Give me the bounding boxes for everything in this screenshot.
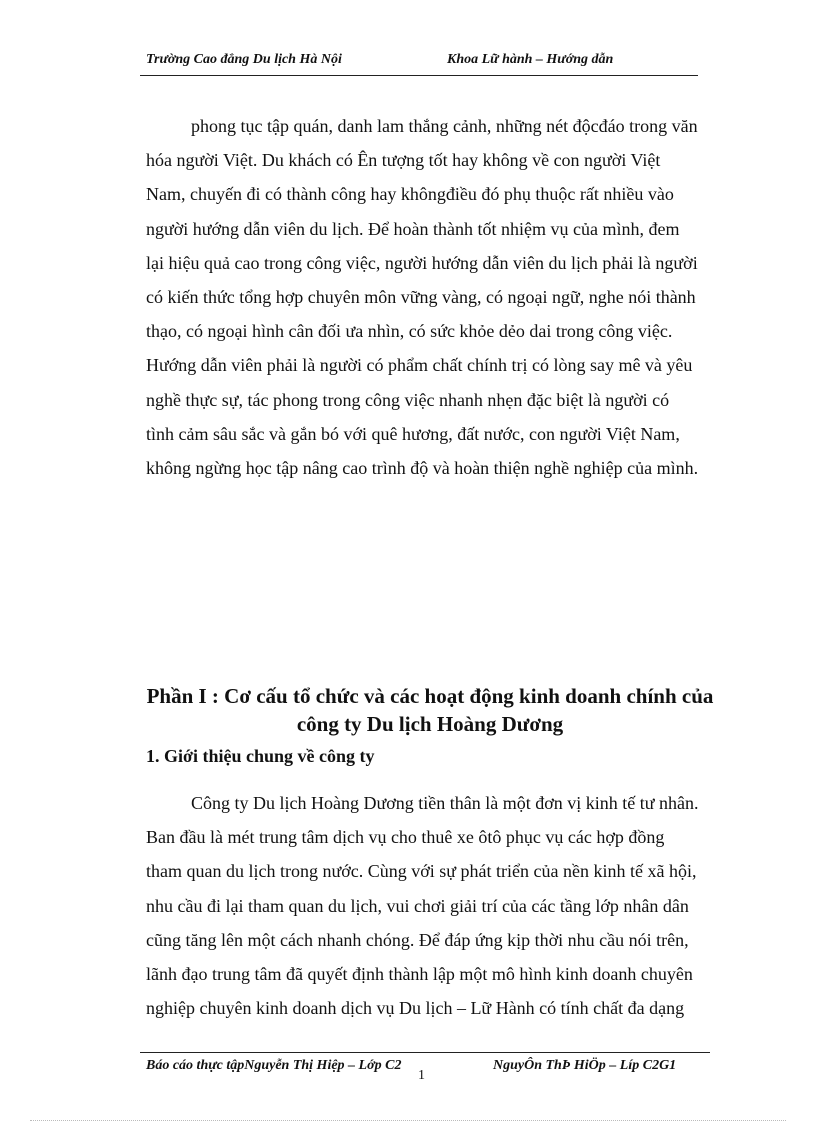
paragraph-line: người hướng dẫn viên du lịch. Để hoàn thành tốt nhiệm vụ của mình, đem [146, 218, 680, 239]
paragraph-line: nhu cầu đi lại tham quan du lịch, vui chơi giải trí của các tầng lớp nhân dân [146, 895, 689, 916]
paragraph-line: hóa người Việt. Du khách có Ên tượng tốt hay không về con người Việt [146, 150, 661, 171]
part-title-line-2: công ty Du lịch Hoàng Dương [296, 712, 564, 736]
body-paragraph-1 [146, 109, 721, 485]
paragraph-line: Hướng dẫn viên phải là người có phẩm chất chính trị có lòng say mê và yêu [146, 355, 693, 376]
part-title-line-1: Phần I : Cơ cấu tổ chức và các hoạt động kinh doanh chính của [146, 684, 714, 708]
page-number: 1 [418, 1068, 425, 1083]
body-paragraph-2 [146, 786, 721, 1025]
paragraph-line: không ngừng học tập nâng cao trình độ và hoàn thiện nghề nghiệp của mình. [146, 458, 699, 479]
paragraph-line: cũng tăng lên một cách nhanh chóng. Để đáp ứng kịp thời nhu cầu nói trên, [146, 929, 689, 950]
paragraph-line: lãnh đạo trung tâm đã quyết định thành lập một mô hình kinh doanh chuyên [146, 964, 693, 985]
paragraph-line: lại hiệu quả cao trong công việc, người hướng dẫn viên du lịch phải là người [146, 252, 698, 273]
paragraph-line: nghiệp chuyên kinh doanh dịch vụ Du lịch – Lữ Hành có tính chất đa dạng [146, 998, 685, 1019]
paragraph-line: tham quan du lịch trong nước. Cùng với sự phát triển của nền kinh tế xã hội, [146, 861, 697, 882]
paragraph-line: Công ty Du lịch Hoàng Dương tiền thân là một đơn vị kinh tế tư nhân. [191, 793, 699, 813]
header-school-name: Trường Cao đẳng Du lịch Hà Nội [146, 52, 342, 67]
header-faculty-name: Khoa Lữ hành – Hướng dẫn [447, 52, 614, 67]
paragraph-line: phong tục tập quán, danh lam thắng cảnh, những nét độcđáo trong văn [191, 116, 698, 136]
footer-divider [140, 1052, 710, 1053]
paragraph-line: có kiến thức tổng hợp chuyên môn vững vàng, có ngoại ngữ, nghe nói thành [146, 287, 696, 308]
page-bottom-border [30, 1120, 786, 1121]
paragraph-line: Ban đầu là mét trung tâm dịch vụ cho thuê xe ôtô phục vụ các hợp đồng [146, 827, 665, 848]
header-divider [140, 75, 698, 76]
part-title [130, 682, 730, 738]
paragraph-line: thạo, có ngoại hình cân đối ưa nhìn, có sức khỏe dẻo dai trong công việc. [146, 321, 673, 342]
paragraph-line: tình cảm sâu sắc và gắn bó với quê hương, đất nước, con người Việt Nam, [146, 423, 680, 444]
section-heading: 1. Giới thiệu chung về công ty [146, 746, 375, 766]
paragraph-line: Nam, chuyến đi có thành công hay khôngđiều đó phụ thuộc rất nhiều vào [146, 184, 674, 205]
footer-report-author: Báo cáo thực tậpNguyễn Thị Hiệp – Lớp C2 [146, 1058, 402, 1073]
footer-author-class: NguyÔn ThÞ HiÖp – Líp C2G1 [493, 1058, 677, 1073]
paragraph-line: nghề thực sự, tác phong trong công việc nhanh nhẹn đặc biệt là người có [146, 389, 670, 410]
